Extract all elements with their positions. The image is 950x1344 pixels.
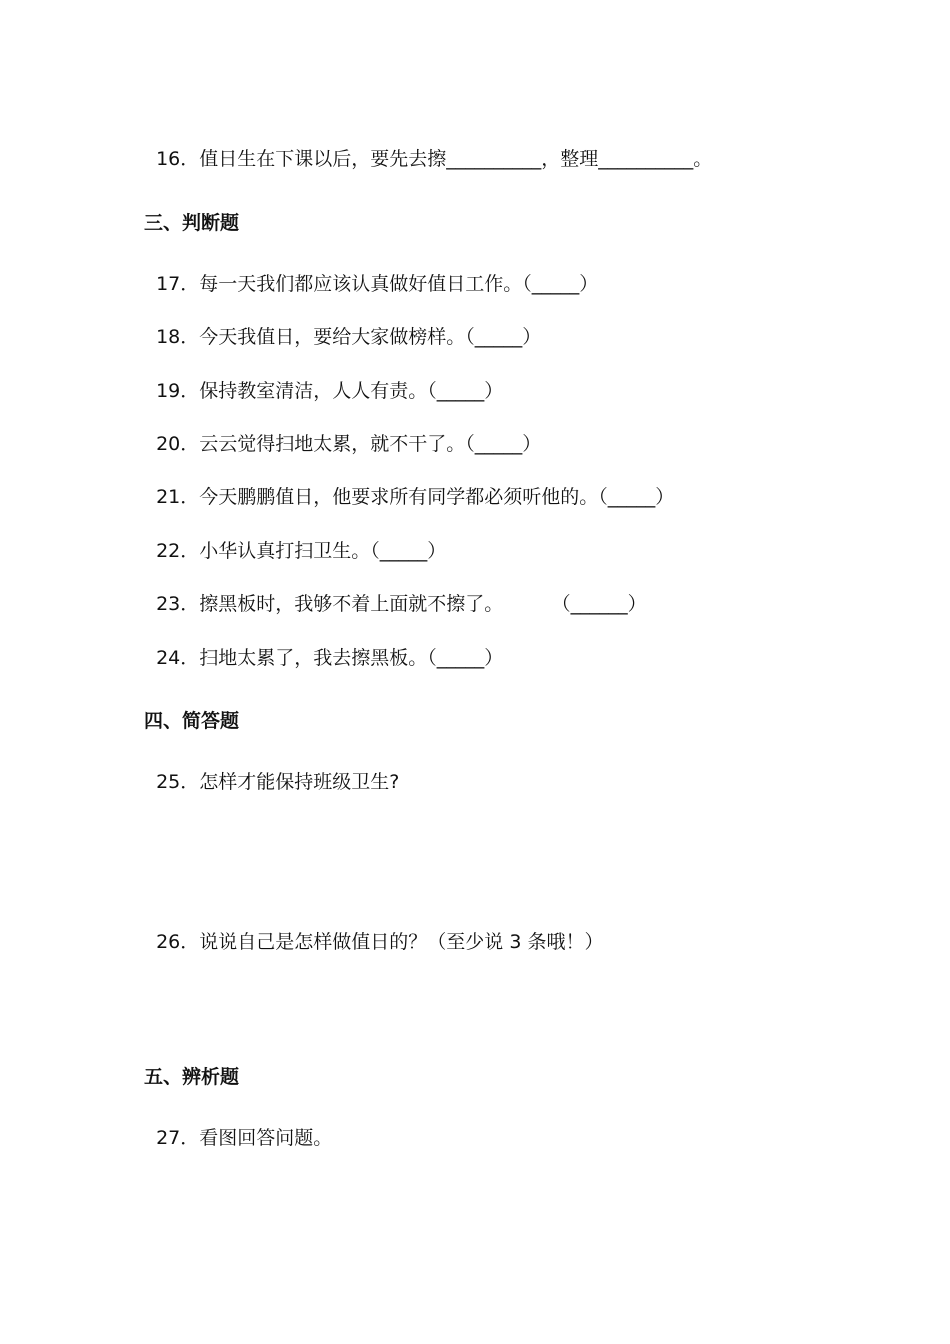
question-text: 擦黑板时，我够不着上面就不擦了。 （______） [199,593,647,615]
question-16 [144,120,712,172]
question-number: 17． [156,273,200,295]
question-22 [144,512,446,564]
question-text: 扫地太累了，我去擦黑板。（_____） [199,647,504,669]
question-text: 小华认真打扫卫生。（_____） [199,540,447,562]
section-heading-short-answer: 四、简答题 [144,710,240,732]
question-number: 18． [156,326,200,348]
question-text: 怎样才能保持班级卫生? [199,771,400,793]
question-number: 26． [156,931,200,953]
question-number: 16． [156,148,200,170]
question-number: 23． [156,593,200,615]
question-26 [144,903,603,955]
question-25 [144,743,399,795]
question-text: 看图回答问题。 [199,1127,333,1149]
question-number: 21． [156,486,200,508]
question-text: 保持教室清洁，人人有责。（_____） [199,380,504,402]
question-number: 27． [156,1127,200,1149]
question-text: 说说自己是怎样做值日的？（至少说 3 条哦！） [199,931,604,953]
question-text: 云云觉得扫地太累，就不干了。（_____） [199,433,542,455]
question-27 [144,1099,332,1151]
section-heading-judgment: 三、判断题 [144,212,240,234]
question-number: 19． [156,380,200,402]
question-number: 24． [156,647,200,669]
question-17 [144,245,598,297]
question-number: 22． [156,540,200,562]
question-text: 今天我值日，要给大家做榜样。（_____） [199,326,542,348]
section-heading-analysis: 五、辨析题 [144,1066,240,1088]
question-18 [144,298,541,350]
question-19 [144,352,503,404]
question-20 [144,405,541,457]
question-number: 20． [156,433,200,455]
question-21 [144,458,674,510]
question-text: 每一天我们都应该认真做好值日工作。（_____） [199,273,599,295]
question-text: 今天鹏鹏值日，他要求所有同学都必须听他的。（_____） [199,486,675,508]
question-24 [144,619,503,671]
question-number: 25． [156,771,200,793]
question-text: 值日生在下课以后，要先去擦__________，整理__________。 [199,148,713,170]
question-23 [144,565,647,617]
